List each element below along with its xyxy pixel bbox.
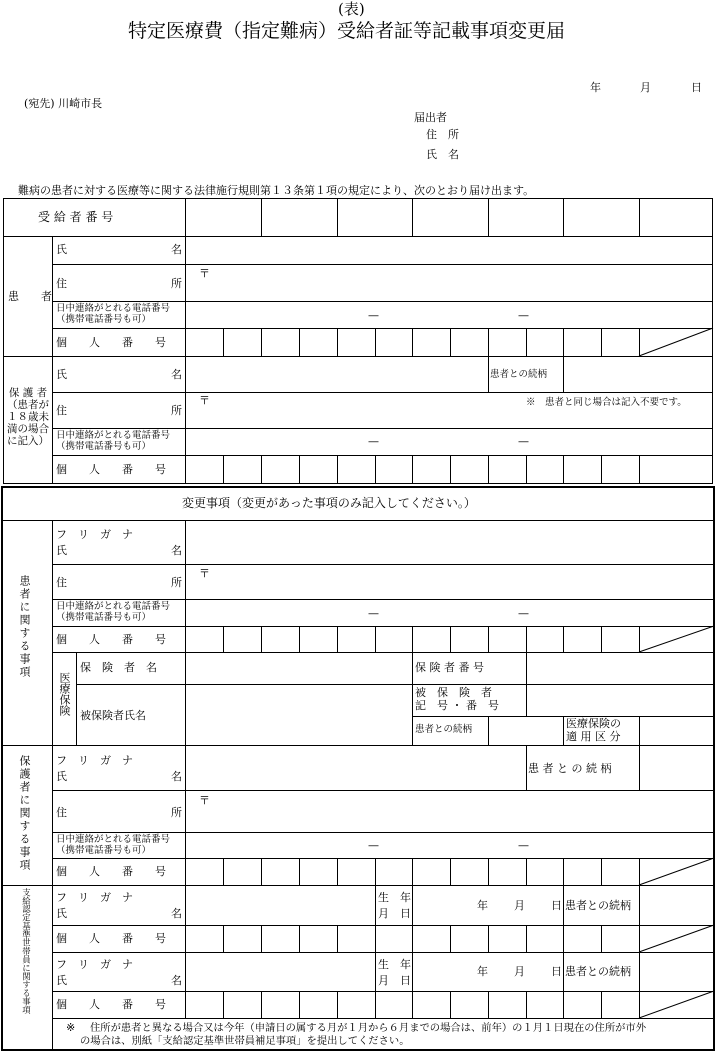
changes-guardian-phone-2: （携帯電話番号も可） — [56, 845, 152, 856]
insurer-name-label: 保 険 者 名 — [80, 661, 157, 674]
recipient-number-label: 受 給 者 番 号 — [38, 210, 114, 224]
changes-guardian-shi: 氏 — [56, 770, 67, 783]
changes-guardian-relation: 患 者 と の 続 柄 — [528, 762, 612, 775]
date-year-label: 年 — [590, 81, 601, 94]
page-title: 特定医療費（指定難病）受給者証等記載事項変更届 — [128, 20, 566, 42]
household2-day: 日 — [551, 965, 562, 978]
household2-mei: 名 — [171, 974, 182, 987]
household1-birth-2: 月 日 — [378, 907, 411, 920]
patient-phone-label-2: （携帯電話番号も可） — [56, 314, 152, 325]
guardian-phone-dash-2: — — [518, 435, 529, 448]
guardian-address-jyu: 住 — [56, 404, 67, 417]
household1-furigana: フ リ ガ ナ — [56, 891, 133, 904]
changes-patient-dash-1: — — [368, 607, 379, 620]
changes-patient-postal: 〒 — [199, 567, 210, 580]
guardian-relation-label: 患者との続柄 — [490, 369, 548, 380]
insurer-number-label: 保 険 者 番 号 — [415, 661, 484, 674]
changes-guardian-phone-1: 日中連絡がとれる電話番号 — [56, 834, 171, 845]
medical-insurance-label: 医療保険 — [58, 672, 71, 716]
insured-symbol-2: 記 号 ・ 番 号 — [415, 699, 499, 712]
patient-phone-label-1: 日中連絡がとれる電話番号 — [56, 303, 171, 314]
guardian-phone-label-2: （携帯電話番号も可） — [56, 441, 152, 452]
household2-month: 月 — [514, 965, 525, 978]
changes-patient-sho: 所 — [171, 576, 182, 589]
patient-name-mei: 名 — [171, 243, 182, 256]
same-address-note: ※ 患者と同じ場合は記入不要です。 — [526, 397, 687, 408]
household2-year: 年 — [477, 965, 488, 978]
addressee: (宛先) 川崎市長 — [24, 97, 103, 110]
patient-phone-dash-2: — — [518, 309, 529, 322]
household1-year: 年 — [477, 899, 488, 912]
guardian-name-mei: 名 — [171, 368, 182, 381]
date-day-label: 日 — [691, 81, 702, 94]
footer-note-line-2: の場合は、別紙「支給認定基準世帯員補足事項」を提出してください。 — [80, 1035, 410, 1047]
insurance-relation-label: 患者との続柄 — [415, 724, 473, 735]
guardian-block-label: 保 護 者 （患者が １８歳未 満の場合 に記入） — [7, 387, 49, 447]
household2-birth-1: 生 年 — [378, 958, 411, 971]
patient-name-shi: 氏 — [56, 243, 67, 256]
insured-name-label: 被保険者氏名 — [80, 709, 146, 722]
changes-household-section-label: 支給認定基準世帯員に関する事項 — [21, 888, 32, 1014]
patient-postal-mark: 〒 — [199, 267, 210, 280]
guardian-phone-label-1: 日中連絡がとれる電話番号 — [56, 430, 171, 441]
household2-birth-2: 月 日 — [378, 974, 411, 987]
household1-shi: 氏 — [56, 907, 67, 920]
household1-month: 月 — [514, 899, 525, 912]
changes-guardian-dash-2: — — [518, 839, 529, 852]
changes-patient-phone-2: （携帯電話番号も可） — [56, 612, 152, 623]
household2-furigana: フ リ ガ ナ — [56, 958, 133, 971]
guardian-name-shi: 氏 — [56, 368, 67, 381]
guardian-postal-mark: 〒 — [199, 394, 210, 407]
guardian-address-sho: 所 — [171, 404, 182, 417]
changes-patient-furigana: フ リ ガ ナ — [56, 528, 133, 541]
changes-guardian-furigana: フ リ ガ ナ — [56, 754, 133, 767]
household1-day: 日 — [551, 899, 562, 912]
changes-patient-section-label: 患者に関する事項 — [18, 575, 31, 679]
intro-text: 難病の患者に対する医療等に関する法律施行規則第１３条第１項の規定により、次のとおり届け出ます。 — [18, 184, 535, 197]
insurance-category-2: 適 用 区 分 — [566, 730, 621, 743]
changes-guardian-sho: 所 — [171, 806, 182, 819]
changes-guardian-jyu: 住 — [56, 806, 67, 819]
guardian-personal-number-label: 個 人 番 号 — [56, 463, 166, 476]
household1-mei: 名 — [171, 907, 182, 920]
changes-guardian-postal: 〒 — [199, 794, 210, 807]
insurance-category-1: 医療保険の — [566, 717, 621, 730]
changes-guardian-dash-1: — — [368, 839, 379, 852]
date-month-label: 月 — [640, 81, 651, 94]
footer-note-mark: ※ — [66, 1021, 76, 1034]
guardian-phone-dash-1: — — [368, 435, 379, 448]
applicant-name-label: 氏 名 — [426, 148, 459, 161]
household1-relation: 患者との続柄 — [565, 899, 631, 912]
applicant-label: 届出者 — [414, 111, 447, 124]
household2-relation: 患者との続柄 — [565, 965, 631, 978]
household2-shi: 氏 — [56, 974, 67, 987]
patient-address-sho: 所 — [171, 277, 182, 290]
changes-heading: 変更事項（変更があった事項のみ記入してください。） — [182, 496, 476, 510]
patient-block-label: 患 者 — [8, 290, 52, 303]
patient-personal-number-label: 個 人 番 号 — [56, 336, 166, 349]
household1-personal-number: 個 人 番 号 — [56, 932, 166, 945]
changes-guardian-personal-number: 個 人 番 号 — [56, 865, 166, 878]
changes-patient-shi: 氏 — [56, 544, 67, 557]
household2-personal-number: 個 人 番 号 — [56, 998, 166, 1011]
patient-phone-dash-1: — — [368, 309, 379, 322]
footer-note-line-1: 住所が患者と異なる場合又は今年（申請日の属する月が１月から６月までの場合は、前年）の１月１日現在の住所が市外 — [90, 1022, 647, 1034]
changes-patient-dash-2: — — [518, 607, 529, 620]
changes-guardian-section-label: 保護者に関する事項 — [18, 755, 31, 872]
changes-patient-phone-1: 日中連絡がとれる電話番号 — [56, 601, 171, 612]
changes-patient-mei: 名 — [171, 544, 182, 557]
changes-patient-jyu: 住 — [56, 576, 67, 589]
side-label: (表) — [338, 0, 365, 18]
changes-patient-personal-number: 個 人 番 号 — [56, 633, 166, 646]
changes-guardian-mei: 名 — [171, 770, 182, 783]
insured-symbol-1: 被 保 険 者 — [415, 686, 492, 699]
patient-address-jyu: 住 — [56, 277, 67, 290]
applicant-address-label: 住 所 — [426, 128, 459, 141]
household1-birth-1: 生 年 — [378, 891, 411, 904]
